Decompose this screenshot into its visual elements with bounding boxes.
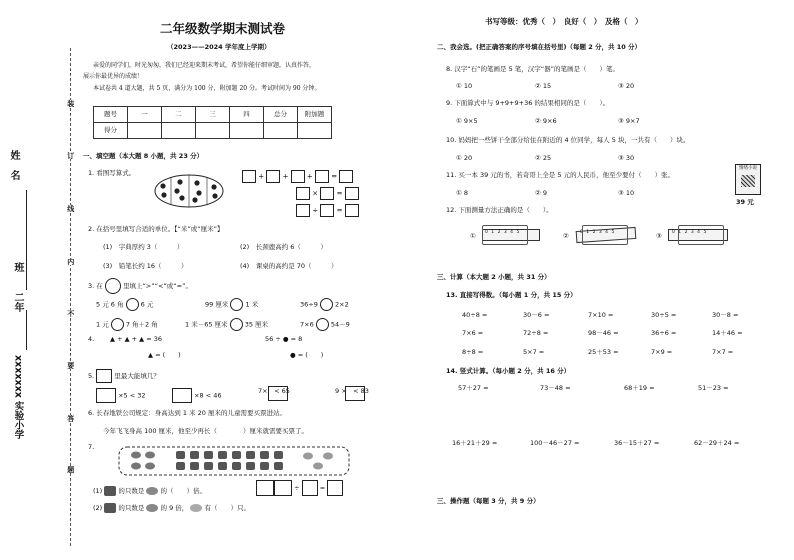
q4-equation-1: ▲ + ▲ + ▲ = 36 bbox=[110, 335, 163, 343]
calc-item[interactable]: 30－6 = bbox=[523, 311, 550, 319]
school-label: xxxxxxx 实验小学 bbox=[12, 355, 24, 440]
section-3-title: 三、计算（本大题 2 小题，共 31 分） bbox=[437, 273, 551, 281]
q3-row-2: 1 米－65 厘米 35 厘米 bbox=[185, 318, 268, 331]
calc-item[interactable]: 98－46 = bbox=[588, 329, 619, 337]
compare-circle-icon bbox=[105, 278, 121, 294]
binding-char: 题 bbox=[66, 466, 75, 473]
option[interactable]: ② 25 bbox=[535, 154, 552, 162]
answer-box[interactable] bbox=[274, 480, 292, 496]
option[interactable]: ③ 30 bbox=[618, 154, 635, 162]
score-table bbox=[93, 106, 332, 139]
vertical-calc[interactable]: 57＋27 = bbox=[458, 384, 489, 392]
calc-item[interactable]: 72÷8 = bbox=[523, 329, 549, 337]
compare-circle[interactable] bbox=[111, 318, 124, 331]
vertical-calc[interactable]: 100－46－27 = bbox=[530, 439, 580, 447]
q2a[interactable]: (1) 字典厚约 3（ ） bbox=[103, 243, 184, 251]
vertical-calc[interactable]: 16＋21＋29 = bbox=[452, 439, 498, 447]
rabbit-icon bbox=[104, 486, 116, 496]
option[interactable]: ① 10 bbox=[456, 82, 473, 90]
score-cell[interactable] bbox=[264, 123, 298, 139]
q2c[interactable]: (3) 铅笔长约 16（ ） bbox=[103, 262, 188, 270]
intro-line: 亲爱的同学们，时光匆匆，我们已经迎来期末考试，希望你能仔细审题，认真作答， bbox=[93, 62, 316, 69]
dots-plate-image bbox=[153, 173, 225, 209]
rabbit-icon bbox=[104, 503, 116, 513]
class-blank[interactable] bbox=[26, 310, 27, 350]
binding-char: 答 bbox=[66, 415, 75, 422]
score-cell[interactable] bbox=[196, 123, 230, 139]
q4-answer-1[interactable]: ▲ = ( ) bbox=[148, 351, 181, 359]
compare-circle[interactable] bbox=[316, 318, 329, 331]
vertical-calc[interactable]: 68＋19 = bbox=[624, 384, 655, 392]
calc-item[interactable]: 7×10 = bbox=[588, 311, 614, 319]
option[interactable]: ③ bbox=[656, 232, 662, 240]
intro-line: 本试卷共 4 道大题，共 5 页，满分为 100 分，附加题 20 分。考试时间为 90 分钟。 bbox=[93, 85, 321, 92]
answer-box[interactable] bbox=[339, 170, 353, 183]
calc-item[interactable]: 7×7 = bbox=[712, 348, 734, 356]
score-header: 三 bbox=[196, 107, 230, 123]
option[interactable]: ② 9×6 bbox=[535, 117, 557, 125]
page-title: 二年级数学期末测试卷 bbox=[160, 21, 286, 36]
option[interactable]: ① 8 bbox=[456, 189, 469, 197]
score-cell[interactable] bbox=[162, 123, 196, 139]
answer-box[interactable] bbox=[320, 187, 334, 200]
q7-part-2: (2) 的只数是 的 9 倍， 有（ ）只。 bbox=[93, 504, 250, 512]
q10-text: 10. 妈妈把一些饼干全部分给住在附近的 4 位同学，每人 5 块，一共有（ ）块。 bbox=[446, 136, 690, 144]
compare-circle[interactable] bbox=[126, 298, 139, 311]
animals-group-image bbox=[118, 446, 350, 476]
answer-box[interactable] bbox=[256, 480, 274, 496]
calc-item[interactable]: 14＋46 = bbox=[712, 329, 743, 337]
name-field[interactable]: 姓 名 bbox=[4, 150, 24, 220]
q3-row-2: 1 元 7 角＋2 角 bbox=[96, 318, 158, 331]
binding-char: 装 bbox=[66, 100, 75, 107]
answer-box[interactable] bbox=[296, 204, 310, 217]
q6-question[interactable]: 今年飞飞身高 100 厘米，他至少再长（ ）厘米就需要买票了。 bbox=[103, 427, 309, 435]
calc-item[interactable]: 36÷6 = bbox=[651, 329, 677, 337]
intro-line: 展示你最优异的成绩！ bbox=[83, 73, 144, 80]
binding-char: 要 bbox=[66, 362, 75, 369]
answer-box[interactable] bbox=[291, 170, 305, 183]
score-cell[interactable] bbox=[128, 123, 162, 139]
q5-item: 9 × < 83 bbox=[335, 387, 369, 395]
q8-text: 8. 汉字“石”的笔画是 5 笔，汉字“器”的笔画是（ ）笔。 bbox=[446, 65, 620, 73]
section-2-title: 二、我会选。(把正确答案的序号填在括号里)（每题 2 分，共 10 分） bbox=[437, 43, 642, 51]
duck-icon bbox=[190, 504, 202, 512]
score-header: 附加题 bbox=[298, 107, 332, 123]
section-1-title: 一、填空题（本大题 8 小题，共 23 分） bbox=[83, 152, 204, 160]
calc-item[interactable]: 7×6 = bbox=[462, 329, 484, 337]
q2-text: 2. 在括号里填写合适的单位。【“米”或“厘米”】 bbox=[88, 225, 224, 233]
book-price: 39 元 bbox=[736, 198, 754, 206]
option[interactable]: ① bbox=[470, 232, 476, 240]
class-label: 班 bbox=[12, 262, 23, 272]
square-box-icon bbox=[96, 369, 112, 383]
answer-box[interactable] bbox=[315, 170, 329, 183]
calc-item[interactable]: 7×9 = bbox=[651, 348, 673, 356]
answer-box[interactable] bbox=[302, 480, 318, 496]
book-image: 情绪小说 bbox=[735, 164, 761, 195]
q5-item: ×5 < 32 bbox=[96, 388, 146, 403]
option[interactable]: ① 20 bbox=[456, 154, 473, 162]
answer-box[interactable] bbox=[268, 386, 288, 401]
q11-text: 11. 买一本 39 元的书，若奇哥上全是 5 元的人民币，他至少要付（ ）张。 bbox=[446, 171, 675, 179]
q4-answer-2[interactable]: ● = ( ) bbox=[290, 351, 324, 359]
compare-circle[interactable] bbox=[230, 298, 243, 311]
score-row-label: 得分 bbox=[94, 123, 128, 139]
q5-item: ×8 < 46 bbox=[172, 388, 222, 403]
answer-box[interactable] bbox=[242, 170, 256, 183]
calc-item[interactable]: 30÷5 = bbox=[651, 311, 677, 319]
binding-char: 不 bbox=[66, 310, 75, 317]
q7-label: 7. bbox=[88, 443, 95, 451]
q1-text: 1. 看图写算式。 bbox=[88, 169, 136, 177]
score-cell[interactable] bbox=[230, 123, 264, 139]
q9-text: 9. 下面算式中与 9+9+9+36 的结果相同的是（ ）。 bbox=[446, 99, 610, 107]
page-subtitle: （2023——2024 学年度上学期） bbox=[167, 43, 271, 51]
option[interactable]: ② bbox=[563, 232, 569, 240]
vertical-calc[interactable]: 73－48 = bbox=[540, 384, 571, 392]
name-blank[interactable] bbox=[26, 200, 27, 290]
vertical-calc[interactable]: 62－29＋24 = bbox=[694, 439, 740, 447]
binding-char: 内 bbox=[66, 258, 75, 265]
q3-text: 3. 在 里填上“>”“<”或“=”。 bbox=[88, 278, 192, 294]
calc-item[interactable]: 30－8 = bbox=[712, 311, 739, 319]
section-4-title: 三、操作题（每题 3 分，共 9 分） bbox=[437, 497, 540, 505]
q1-equation-grid: + + + = × = ÷ = bbox=[242, 170, 359, 218]
answer-box[interactable] bbox=[345, 204, 359, 217]
bird-icon bbox=[146, 504, 158, 512]
option[interactable]: ② 15 bbox=[535, 82, 552, 90]
answer-box[interactable] bbox=[96, 388, 116, 403]
writing-grade: 书写等级：优秀（ ） 良好（ ） 及格（ ） bbox=[485, 17, 643, 26]
answer-box[interactable] bbox=[327, 480, 343, 496]
q5-text: 5. 里最大能填几？ bbox=[88, 369, 160, 383]
score-header: 总分 bbox=[264, 107, 298, 123]
binding-char: 订 bbox=[66, 152, 75, 159]
grade-label: 二年 bbox=[12, 292, 23, 312]
score-header: 题号 bbox=[94, 107, 128, 123]
compare-circle[interactable] bbox=[320, 298, 333, 311]
q4-label: 4. bbox=[88, 335, 95, 343]
bird-icon bbox=[146, 487, 158, 495]
answer-box[interactable] bbox=[296, 187, 310, 200]
binding-char: 线 bbox=[66, 205, 75, 212]
calc-item[interactable]: 40÷8 = bbox=[462, 311, 488, 319]
q5-item: 7× < 65 bbox=[258, 387, 290, 395]
compare-circle[interactable] bbox=[230, 318, 243, 331]
option[interactable]: ① 9×5 bbox=[456, 117, 478, 125]
q14-text: 14. 竖式计算。（每小题 2 分，共 16 分） bbox=[446, 367, 571, 375]
q7-part-1: (1) 的只数是 的（ ）倍。 bbox=[93, 487, 207, 495]
answer-box[interactable] bbox=[345, 187, 359, 200]
score-header: 二 bbox=[162, 107, 196, 123]
q2b[interactable]: (2) 长颈鹿高约 6（ ） bbox=[240, 243, 327, 251]
q3-row-1: 99 厘米 1 米 bbox=[205, 298, 258, 311]
vertical-calc[interactable]: 51－23 = bbox=[698, 384, 729, 392]
q12-text: 12. 下面测量方法正确的是（ ）。 bbox=[446, 206, 553, 214]
q13-text: 13. 直接写得数。（每小题 1 分，共 15 分） bbox=[446, 291, 577, 299]
option[interactable]: ② 9 bbox=[535, 189, 548, 197]
q4-equation-2: 56 ÷ ● = 8 bbox=[265, 335, 303, 343]
calc-item[interactable]: 8÷8 = bbox=[462, 348, 484, 356]
answer-box[interactable] bbox=[172, 388, 192, 403]
q7-equation: ÷ = bbox=[256, 480, 343, 496]
q2d[interactable]: (4) 课桌的高约是 70（ ） bbox=[240, 262, 338, 270]
answer-box[interactable] bbox=[266, 170, 280, 183]
q6-text: 6. 长春地铁公司规定：身高达到 1 米 20 厘米的儿童需要买票进站。 bbox=[88, 409, 286, 417]
score-header: 一 bbox=[128, 107, 162, 123]
option[interactable]: ③ 9×7 bbox=[618, 117, 640, 125]
q3-row-1: 36÷9 2×2 bbox=[300, 298, 349, 311]
option[interactable]: ③ 20 bbox=[618, 82, 635, 90]
answer-box[interactable] bbox=[345, 386, 365, 401]
score-header: 四 bbox=[230, 107, 264, 123]
q3-row-2: 7×6 54－9 bbox=[300, 318, 350, 331]
option[interactable]: ③ 10 bbox=[618, 189, 635, 197]
answer-box[interactable] bbox=[320, 204, 334, 217]
calc-item[interactable]: 5×7 = bbox=[523, 348, 545, 356]
vertical-calc[interactable]: 36－15＋27 = bbox=[614, 439, 660, 447]
q3-row-1: 5 元 6 角 6 元 bbox=[96, 298, 153, 311]
score-cell[interactable] bbox=[298, 123, 332, 139]
calc-item[interactable]: 25＋53 = bbox=[588, 348, 619, 356]
